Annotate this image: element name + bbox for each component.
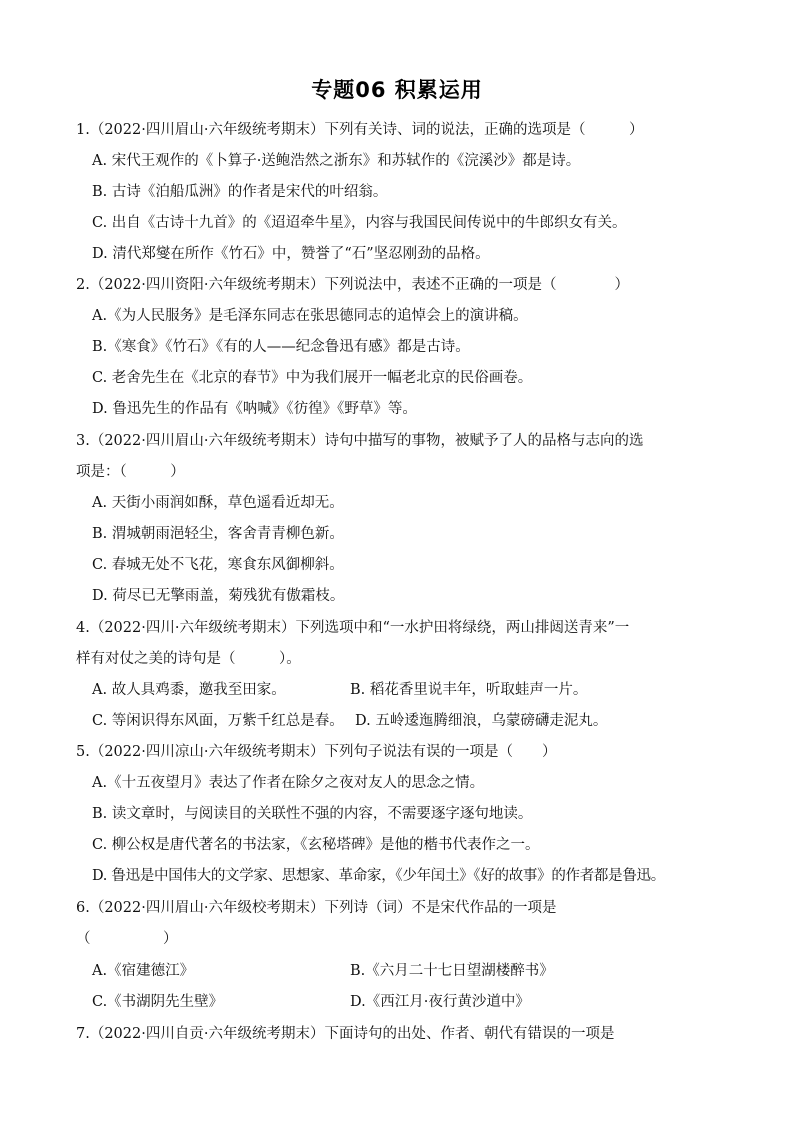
question-5-stem: 5.（2022·四川凉山·六年级统考期末）下列句子说法有误的一项是（ ） [76,744,557,760]
question-5-option-d: D. 鲁迅是中国伟大的文学家、思想家、革命家，《少年闰土》《好的故事》的作者都是鲁迅。 [92,868,665,884]
question-2-stem: 2.（2022·四川资阳·六年级统考期末）下列说法中，表述不正确的一项是（ ） [76,277,629,293]
page-title: 专题06 积累运用 [311,78,483,102]
question-1-option-b: B. 古诗《泊船瓜洲》的作者是宋代的叶绍翁。 [92,184,388,200]
question-4-stem: 4.（2022·四川·六年级统考期末）下列选项中和“一水护田将绿绕，两山排闼送青来”一 [76,620,630,636]
question-1-option-c: C. 出自《古诗十九首》的《迢迢牵牛星》，内容与我国民间传说中的牛郎织女有关。 [92,215,627,231]
question-5-option-a: A.《十五夜望月》表达了作者在除夕之夜对友人的思念之情。 [92,775,485,791]
question-3-stem: 3.（2022·四川眉山·六年级统考期末）诗句中描写的事物，被赋予了人的品格与志向的选 [76,433,644,449]
question-6-option-a: A.《宿建德江》 [92,963,195,979]
question-6-option-d: D.《西江月·夜行黄沙道中》 [350,994,530,1010]
question-7-stem: 7.（2022·四川自贡·六年级统考期末）下面诗句的出处、作者、朝代有错误的一项是 [76,1026,615,1042]
question-4-option-a: A. 故人具鸡黍，邀我至田家。 [92,682,286,698]
question-3-option-a: A. 天街小雨润如酥，草色遥看近却无。 [92,495,344,511]
question-4-stem-continued: 样有对仗之美的诗句是（ ）。 [76,651,301,667]
question-2-option-a: A.《为人民服务》是毛泽东同志在张思德同志的追悼会上的演讲稿。 [92,308,528,324]
question-6-option-b: B.《六月二十七日望湖楼醉书》 [350,963,554,979]
question-3-option-d: D. 荷尽已无擎雨盖，菊残犹有傲霜枝。 [92,588,345,604]
question-2-option-b: B.《寒食》《竹石》《有的人——纪念鲁迅有感》都是古诗。 [92,339,470,355]
question-3-stem-continued: 项是：（ ） [76,464,185,480]
question-5-option-c: C. 柳公权是唐代著名的书法家，《玄秘塔碑》是他的楷书代表作之一。 [92,837,540,853]
question-1-option-a: A. 宋代王观作的《卜算子·送鲍浩然之浙东》和苏轼作的《浣溪沙》都是诗。 [92,153,581,169]
question-6-stem: 6.（2022·四川眉山·六年级校考期末）下列诗（词）不是宋代作品的一项是 [76,900,557,916]
question-3-option-b: B. 渭城朝雨浥轻尘，客舍青青柳色新。 [92,526,344,542]
question-6-stem-continued: （ ） [76,931,178,947]
question-6-option-c: C.《书湖阴先生壁》 [92,994,224,1010]
question-5-option-b: B. 读文章时，与阅读目的关联性不强的内容，不需要逐字逐句地读。 [92,806,533,822]
question-3-option-c: C. 春城无处不飞花，寒食东风御柳斜。 [92,557,344,573]
question-4-option-b: B. 稻花香里说丰年，听取蛙声一片。 [350,682,588,698]
question-4-option-c: C. 等闲识得东风面，万紫千红总是春。 [92,713,344,729]
question-2-option-d: D. 鲁迅先生的作品有《呐喊》《彷徨》《野草》等。 [92,401,417,417]
question-1-option-d: D. 清代郑燮在所作《竹石》中，赞誉了“石”坚忍刚劲的品格。 [92,246,490,262]
question-2-option-c: C. 老舍先生在《北京的春节》中为我们展开一幅老北京的民俗画卷。 [92,370,533,386]
question-1-stem: 1.（2022·四川眉山·六年级统考期末）下列有关诗、词的说法，正确的选项是（ ） [76,122,644,138]
question-4-option-d: D. 五岭逶迤腾细浪，乌蒙磅礴走泥丸。 [355,713,608,729]
